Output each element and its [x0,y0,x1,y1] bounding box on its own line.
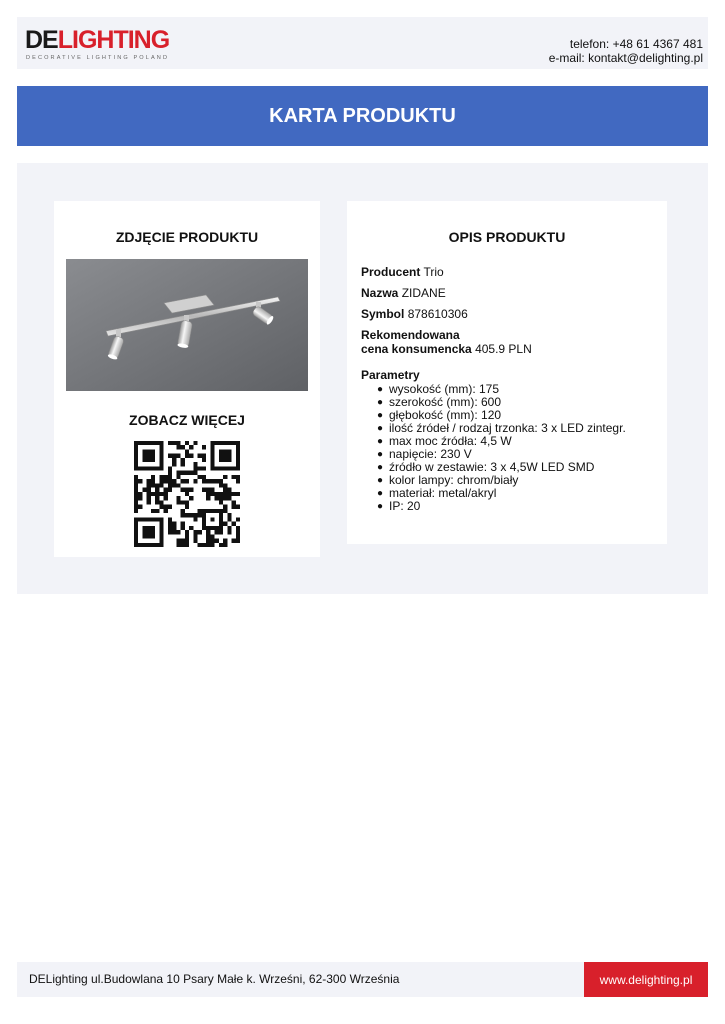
description-heading: OPIS PRODUKTU [448,229,566,245]
product-panel [17,163,708,594]
symbol-value: 878610306 [407,307,468,321]
page-footer [17,962,708,997]
param-item: ● materiał: metal/akryl [377,487,661,500]
producer-value: Trio [423,265,444,279]
param-item: ● kolor lampy: chrom/biały [377,474,661,487]
param-item: ● IP: 20 [377,500,661,513]
footer-address: DELighting ul.Budowlana 10 Psary Małe k. Wrześni, 62-300 Września [29,972,400,986]
product-photo [66,259,308,391]
phone-text: telefon: +48 61 4367 481 [569,37,703,51]
logo-wordmark: DELIGHTING [25,26,170,54]
price-value: 405.9 PLN [475,342,532,356]
page-title: KARTA PRODUKTU [269,104,456,127]
param-item: ● szerokość (mm): 600 [377,396,661,409]
name-value: ZIDANE [401,286,446,300]
params-list [361,383,661,513]
website-link[interactable]: www.delighting.pl [584,962,708,997]
param-item: ● źródło w zestawie: 3 x 4,5W LED SMD [377,461,661,474]
email-text[interactable]: e-mail: kontakt@delighting.pl [548,51,703,65]
qr-heading: ZOBACZ WIĘCEJ [129,412,245,428]
param-item: ● ilość źródeł / rodzaj trzonka: 3 x LED zintegr. [377,422,661,435]
param-item: ● głębokość (mm): 120 [377,409,661,422]
delighting-logo[interactable] [25,25,170,65]
param-item: ● max moc źródła: 4,5 W [377,435,661,448]
producer-row: Producent Trio [361,265,444,279]
symbol-row: Symbol 878610306 [361,307,468,321]
photo-card [54,201,320,557]
params-heading: Parametry [361,368,420,382]
contact-info [549,37,703,65]
title-bar [17,86,708,146]
description-body [361,265,661,513]
param-item: ● wysokość (mm): 175 [377,383,661,396]
name-row: Nazwa ZIDANE [361,286,446,300]
qr-code-icon[interactable] [134,441,240,547]
lamp-image [66,259,308,391]
logo-tagline: DECORATIVE LIGHTING POLAND [26,55,170,61]
param-item: ● napięcie: 230 V [377,448,661,461]
photo-heading: ZDJĘCIE PRODUKTU [115,229,259,245]
price-row: Rekomendowana cena konsumencka 405.9 PLN [361,328,532,356]
page-header [17,17,708,69]
description-card [347,201,667,544]
